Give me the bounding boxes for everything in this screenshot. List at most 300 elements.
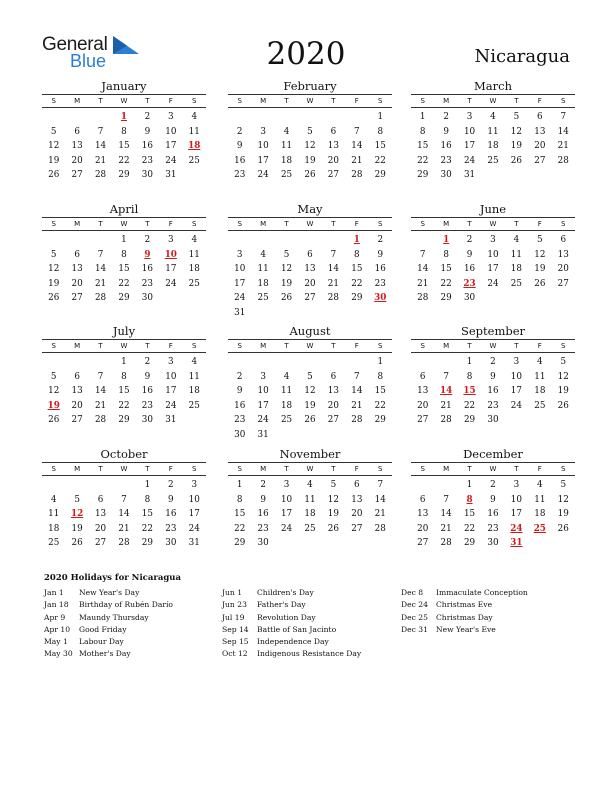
day-cell: 7 [377,480,384,490]
day-cell: 30 [165,538,177,549]
day-cell: 9 [144,126,151,137]
day-cell: 29 [118,170,130,181]
day-grid [42,478,206,551]
holiday-day-cell: 9 [144,249,151,260]
holiday-name: Christmas Day [436,612,493,622]
holiday-row [401,587,571,599]
empty-cell [42,110,65,125]
day-grid [411,355,575,428]
day-cell: 4 [307,480,313,490]
weekday-label: T [331,220,336,228]
day-cell: 30 [141,415,153,426]
day-cell: 2 [466,235,473,245]
weekday-header [228,462,392,476]
empty-cell [411,233,434,248]
weekday-label: S [237,220,242,228]
empty-cell [65,478,88,493]
day-cell: 24 [487,278,499,289]
day-cell: 8 [236,494,243,505]
day-cell: 23 [141,155,153,166]
day-cell: 13 [557,249,569,260]
weekday-label: F [168,97,173,105]
day-cell: 11 [534,371,546,382]
day-cell: 3 [168,235,174,245]
empty-cell [89,355,112,370]
holiday-day-cell: 24 [510,523,523,534]
day-cell: 15 [141,509,153,520]
holidays-title: 2020 Holidays for Nicaragua [44,573,181,583]
day-cell: 7 [443,494,449,505]
day-cell: 21 [374,509,386,520]
day-cell: 22 [463,523,476,534]
weekday-label: W [120,342,128,350]
holiday-date: Sep 14 [222,624,249,634]
day-cell: 29 [141,538,153,549]
day-cell: 21 [94,155,107,166]
weekday-header [411,94,575,108]
holiday-column [222,587,392,661]
day-cell: 5 [560,480,567,490]
day-cell: 6 [354,480,360,490]
day-cell: 11 [304,494,316,505]
day-cell: 1 [236,480,243,490]
day-cell: 6 [537,112,543,122]
day-cell: 26 [304,170,316,181]
weekday-label: S [237,342,242,350]
day-cell: 25 [188,155,200,166]
day-cell: 12 [48,386,60,397]
weekday-header [411,462,575,476]
day-cell: 7 [330,249,337,260]
day-cell: 22 [234,523,246,534]
holiday-date: Jan 1 [44,588,64,597]
weekday-label: T [284,97,289,105]
weekday-label: S [561,465,566,473]
day-cell: 12 [304,386,316,397]
holiday-date: Dec 25 [401,612,428,622]
day-cell: 5 [307,126,313,137]
day-cell: 30 [440,170,452,181]
day-cell: 30 [141,293,153,304]
day-cell: 5 [74,494,80,505]
day-cell: 23 [487,523,499,534]
holiday-day-cell: 15 [463,386,476,397]
day-cell: 13 [71,141,83,152]
weekday-header [228,94,392,108]
day-cell: 19 [534,264,546,275]
weekday-label: T [514,220,519,228]
day-cell: 28 [94,293,107,304]
day-cell: 1 [419,112,426,122]
day-grid [42,110,206,183]
month-january [42,79,206,183]
day-cell: 21 [94,400,107,411]
day-cell: 8 [377,126,384,137]
holiday-row [44,612,214,624]
month-title: October [100,447,148,461]
day-cell: 27 [557,278,569,289]
day-cell: 28 [327,293,339,304]
holiday-day-cell: 12 [71,509,84,520]
day-cell: 28 [440,415,452,426]
day-cell: 13 [327,386,339,397]
day-cell: 13 [71,386,83,397]
month-title: September [460,324,526,338]
day-cell: 16 [141,386,153,397]
day-cell: 8 [121,371,127,382]
day-cell: 3 [513,480,520,490]
weekday-label: T [467,97,472,105]
day-cell: 27 [304,293,316,304]
day-cell: 2 [490,357,496,367]
day-cell: 7 [97,371,104,382]
weekday-label: M [443,97,450,105]
day-cell: 18 [48,523,60,534]
calendar-year: 2020 [266,36,346,72]
holiday-row [44,599,214,611]
day-grid [411,110,575,183]
day-grid [411,233,575,306]
day-cell: 21 [417,278,429,289]
day-cell: 14 [118,509,130,520]
day-cell: 24 [165,400,177,411]
day-cell: 5 [560,357,567,367]
month-title: January [101,79,147,93]
day-cell: 17 [510,386,522,397]
day-cell: 23 [440,155,452,166]
weekday-label: M [443,342,450,350]
day-cell: 3 [191,480,198,490]
weekday-label: T [284,220,289,228]
day-cell: 14 [351,386,363,397]
holiday-date: May 30 [44,649,73,659]
day-cell: 7 [560,112,567,122]
day-cell: 19 [557,509,569,520]
weekday-label: T [145,465,150,473]
day-cell: 2 [377,235,384,245]
day-cell: 22 [118,155,130,166]
day-cell: 7 [97,249,104,260]
day-cell: 14 [374,494,386,505]
day-cell: 1 [377,112,384,122]
empty-cell [251,355,274,370]
day-cell: 27 [534,155,546,166]
day-cell: 10 [165,126,177,137]
day-cell: 29 [234,538,246,549]
weekday-label: F [354,97,359,105]
day-cell: 15 [374,386,386,397]
day-cell: 5 [50,126,57,137]
empty-cell [42,355,65,370]
weekday-label: M [74,465,81,473]
day-cell: 16 [141,141,153,152]
day-cell: 18 [280,155,293,166]
weekday-label: S [378,342,383,350]
day-cell: 6 [419,371,426,382]
day-cell: 31 [188,538,200,549]
day-cell: 13 [534,126,546,137]
day-cell: 16 [487,386,499,397]
day-cell: 15 [118,386,130,397]
day-cell: 19 [510,141,522,152]
day-cell: 23 [257,523,269,534]
weekday-label: F [168,220,173,228]
day-cell: 19 [304,400,316,411]
day-cell: 19 [280,278,293,289]
holiday-name: Battle of San Jacinto [257,624,337,634]
day-cell: 25 [257,293,269,304]
day-cell: 21 [351,155,363,166]
day-cell: 3 [466,112,473,122]
day-cell: 17 [463,141,476,152]
day-cell: 3 [168,357,174,367]
weekday-label: T [98,465,103,473]
day-cell: 5 [537,235,543,245]
weekday-label: W [306,342,314,350]
day-cell: 20 [304,278,316,289]
day-cell: 17 [234,278,246,289]
weekday-label: W [120,465,128,473]
day-cell: 20 [534,141,546,152]
day-cell: 9 [443,126,449,137]
weekday-label: T [331,465,336,473]
weekday-label: S [561,220,566,228]
empty-cell [322,355,345,370]
holiday-date: Jul 19 [222,612,245,622]
day-cell: 3 [283,480,290,490]
day-cell: 8 [121,126,127,137]
weekday-label: T [284,342,289,350]
holiday-day-cell: 25 [533,523,546,534]
day-cell: 22 [440,278,452,289]
day-cell: 18 [188,386,200,397]
holiday-date: Oct 12 [222,649,248,659]
day-cell: 12 [280,264,293,275]
day-cell: 20 [417,400,429,411]
month-july [42,324,206,428]
day-cell: 21 [94,278,107,289]
weekday-label: S [420,465,425,473]
day-cell: 24 [280,523,293,534]
holiday-day-cell: 1 [120,112,128,122]
day-cell: 29 [374,415,386,426]
weekday-label: T [514,465,519,473]
day-cell: 1 [144,480,151,490]
day-cell: 12 [557,494,569,505]
day-cell: 25 [280,170,293,181]
day-cell: 10 [234,264,246,275]
day-cell: 10 [487,249,499,260]
empty-cell [89,478,112,493]
holiday-name: Christmas Eve [436,600,493,610]
day-cell: 25 [48,538,60,549]
empty-cell [42,478,65,493]
month-march [411,79,575,183]
day-cell: 26 [510,155,522,166]
day-cell: 6 [560,235,567,245]
weekday-label: S [192,97,197,105]
holiday-day-cell: 19 [47,400,60,411]
holiday-row [222,587,392,599]
weekday-label: M [74,97,81,105]
weekday-label: T [467,465,472,473]
day-cell: 2 [490,480,496,490]
day-cell: 18 [510,264,522,275]
weekday-label: S [378,465,383,473]
weekday-label: T [145,342,150,350]
weekday-label: S [420,97,425,105]
month-november [228,447,392,551]
day-cell: 5 [513,112,520,122]
weekday-label: S [51,342,56,350]
empty-cell [298,110,321,125]
day-cell: 4 [283,126,290,137]
holiday-date: Dec 24 [401,600,428,610]
day-cell: 17 [257,155,269,166]
empty-cell [298,233,321,248]
day-cell: 24 [257,415,269,426]
weekday-label: S [192,220,197,228]
day-cell: 22 [374,155,386,166]
empty-cell [228,355,251,370]
logo-text-blue: Blue [70,51,107,71]
day-cell: 14 [327,264,339,275]
day-cell: 3 [260,126,266,137]
day-cell: 8 [419,126,426,137]
weekday-label: F [354,465,359,473]
empty-cell [275,233,298,248]
day-cell: 30 [257,538,269,549]
day-cell: 4 [191,235,198,245]
day-cell: 23 [234,415,246,426]
day-cell: 17 [257,400,269,411]
month-title: March [474,79,512,93]
day-cell: 19 [71,523,83,534]
empty-cell [434,478,457,493]
day-cell: 9 [168,494,174,505]
day-cell: 11 [48,509,60,520]
weekday-label: S [237,465,242,473]
day-cell: 24 [234,293,246,304]
day-cell: 22 [118,400,130,411]
day-cell: 30 [487,538,499,549]
holiday-row [401,612,571,624]
holiday-row [222,612,392,624]
day-cell: 30 [487,415,499,426]
day-cell: 16 [374,264,386,275]
day-cell: 3 [236,249,243,260]
day-cell: 22 [118,278,130,289]
day-cell: 29 [118,293,130,304]
weekday-label: S [420,220,425,228]
weekday-label: S [561,97,566,105]
day-cell: 17 [487,264,499,275]
month-may [228,202,392,321]
month-title: August [289,324,331,338]
weekday-label: M [443,465,450,473]
day-cell: 15 [351,264,363,275]
day-cell: 28 [118,538,130,549]
weekday-label: M [260,97,267,105]
day-cell: 15 [417,141,429,152]
day-cell: 31 [463,170,476,181]
day-cell: 19 [327,509,339,520]
day-cell: 6 [74,126,80,137]
day-cell: 9 [466,249,473,260]
empty-cell [345,110,368,125]
day-cell: 29 [351,293,363,304]
month-april [42,202,206,306]
empty-cell [89,110,112,125]
day-cell: 28 [440,538,452,549]
day-cell: 9 [490,371,496,382]
weekday-header [42,217,206,231]
day-cell: 10 [510,494,522,505]
holiday-column [401,587,571,636]
day-cell: 21 [557,141,569,152]
holiday-row [222,599,392,611]
day-cell: 13 [327,141,339,152]
day-cell: 31 [234,307,246,318]
day-cell: 26 [534,278,546,289]
day-cell: 23 [487,400,499,411]
day-cell: 7 [97,126,104,137]
weekday-label: F [354,220,359,228]
weekday-header [42,339,206,353]
weekday-label: W [306,465,314,473]
day-cell: 24 [257,170,269,181]
holiday-date: Apr 10 [44,624,71,634]
weekday-label: T [467,220,472,228]
weekday-label: S [237,97,242,105]
day-cell: 29 [118,415,130,426]
day-cell: 6 [307,249,313,260]
day-cell: 10 [280,494,293,505]
weekday-label: T [98,342,103,350]
day-cell: 24 [165,278,177,289]
day-cell: 17 [165,264,177,275]
holiday-day-cell: 30 [374,293,387,304]
weekday-label: T [331,342,336,350]
day-cell: 23 [234,170,246,181]
day-cell: 2 [236,126,243,137]
day-grid [228,110,392,183]
day-cell: 12 [48,264,60,275]
holiday-name: Mother's Day [79,649,131,659]
day-cell: 19 [557,386,569,397]
day-cell: 5 [50,371,57,382]
day-cell: 21 [440,523,452,534]
day-cell: 6 [330,126,337,137]
weekday-header [411,217,575,231]
day-cell: 6 [74,249,80,260]
weekday-label: S [51,465,56,473]
empty-cell [42,233,65,248]
day-cell: 8 [354,249,360,260]
holiday-day-cell: 10 [164,249,177,260]
weekday-label: M [260,220,267,228]
day-cell: 21 [327,278,339,289]
day-cell: 2 [443,112,449,122]
day-grid [228,233,392,321]
day-cell: 25 [188,400,200,411]
holiday-name: Immaculate Conception [436,588,528,597]
day-cell: 17 [188,509,200,520]
day-cell: 28 [351,170,363,181]
empty-cell [228,110,251,125]
day-cell: 18 [304,509,316,520]
day-cell: 23 [165,523,177,534]
